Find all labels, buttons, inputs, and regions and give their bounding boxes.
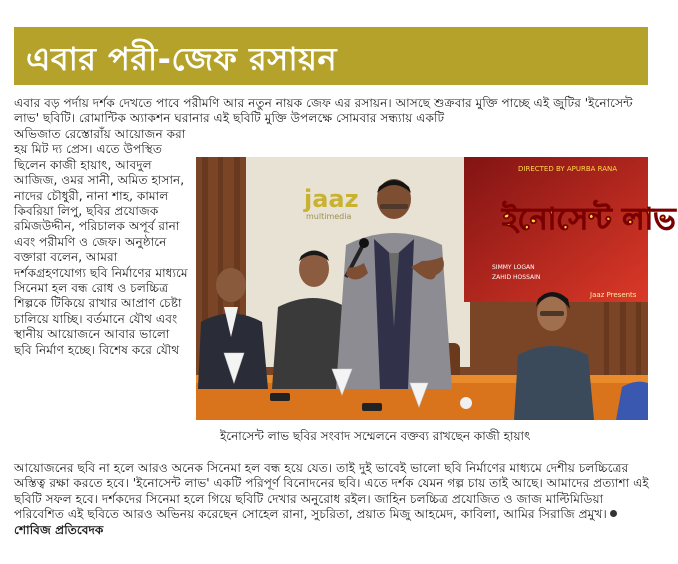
photo-caption: ইনোসেন্ট লাভ ছবির সংবাদ সম্মেলনে বক্তব্য রাখছেন কাজী হায়াৎ (220, 429, 531, 443)
poster-credit-1: SIMMY LOGAN (492, 264, 535, 271)
backdrop-logo-sub: multimedia (306, 212, 352, 221)
column-paragraph: অভিজাত রেস্তোরাঁয় আয়োজন করা হয় মিট দ্য প্রেস। এতে উপস্থিত ছিলেন কাজী হায়াৎ, আবদুল আজিজ, ওমর সানী, অমিত হাসান, নাদের চৌধুরী, নানা শাহ, কামাল কিবরিয়া লিপু, ছবির প্রযোজক রমিজউদ্দীন, পরিচালক অপূর্ব রানা এবং পরীমণি ও জেফ। অনুষ্ঠানে বক্তারা বলেন, আমরা দর্শকগ্রহণযোগ্য ছবি নির্মাণের মাধ্যমে সিনেমা হল বন্ধ রোধ ও চলচ্চিত্র শিল্পকে টিকিয়ে রাখার আপ্রাণ চেষ্টা চালিয়ে যাচ্ছি। বর্তমানে যৌথ এবং স্থানীয় আয়োজনে আবার ভালো ছবি নির্মাণ হচ্ছে। বিশেষ করে যৌথ (14, 127, 188, 357)
headline: এবার পরী-জেফ রসায়ন (26, 40, 338, 78)
bullet-icon (610, 510, 617, 517)
backdrop-logo: jaaz (304, 185, 359, 213)
closing-text: আয়োজনের ছবি না হলে আরও অনেক সিনেমা হল বন্ধ হয়ে যেত। তাই দুই ভাবেই ভালো ছবি নির্মাণের মাধ্যমে দেশীয় চলচ্চিত্রের অস্তিত্ব রক্ষা করতে হবে। 'ইনোসেন্ট লাভ' একটি পরিপূর্ণ বিনোদনের ছবি। এতে দর্শক যেমন গল্প চায় তাই আছে। আমাদের প্রত্যাশা এই ছবিটি সফল হবে। দর্শকদের সিনেমা হলে গিয়ে ছবিটি দেখার অনুরোধ রইল। জাহিন চলচ্চিত্র প্রযোজিত ও জাজ মাল্টিমিডিয়া পরিবেশিত এই ছবিতে আরও অভিনয় করেছেন সোহেল রানা, সুচরিতা, প্রয়াত মিজু আহমেদ, কাবিলা, আমির সিরাজি প্রমুখ। (14, 461, 649, 522)
press-conference-photo (196, 157, 676, 420)
poster-director: DIRECTED BY APURBA RANA (518, 165, 618, 173)
poster-footer: Jaaz Presents (590, 291, 637, 299)
closing-paragraph (14, 461, 650, 538)
poster-credit-2: ZAHID HOSSAIN (492, 274, 541, 281)
headline-banner (14, 27, 648, 85)
intro-paragraph: এবার বড় পর্দায় দর্শক দেখতে পাবে পরীমণি আর নতুন নায়ক জেফ এর রসায়ন। আসছে শুক্রবার মুক্তি পাচ্ছে এই জুটির 'ইনোসেন্ট লাভ' ছবিটি। রোমান্টিক অ্যাকশন ঘরানার এই ছবিটি মুক্তি উপলক্ষে সোমবার সন্ধ্যায় একটি (14, 96, 633, 126)
poster-title: ইনোসেন্ট লাভ (502, 202, 676, 237)
byline: শোবিজ প্রতিবেদক (14, 522, 104, 537)
